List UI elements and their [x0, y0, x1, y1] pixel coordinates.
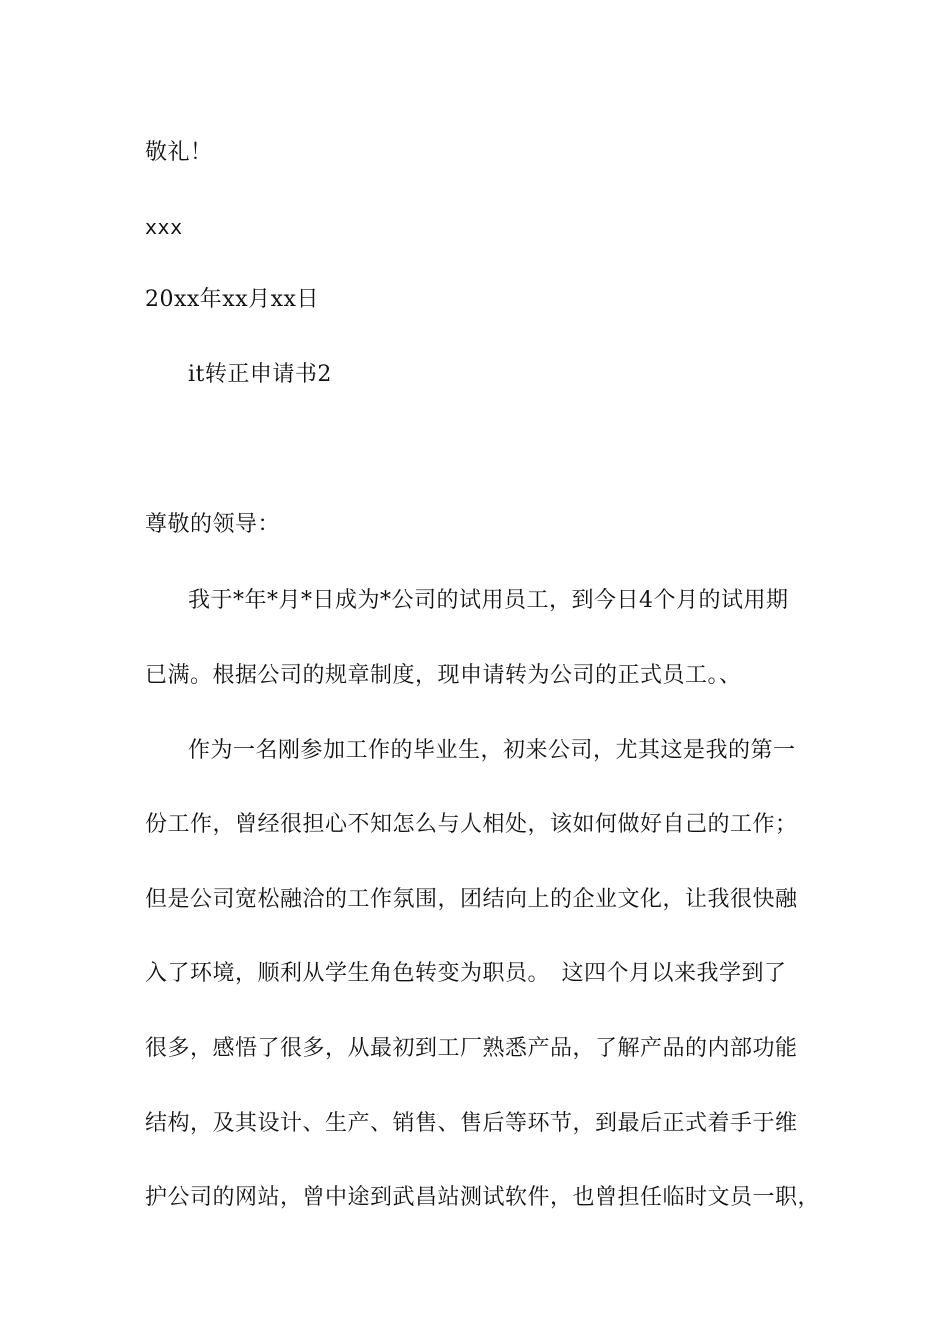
paragraph-line: 我于*年*月*日成为*公司的试用员工，到今日4个月的试用期: [188, 588, 789, 613]
document-title: it转正申请书2: [188, 362, 332, 387]
paragraph-line: 但是公司宽松融洽的工作氛围，团结向上的企业文化，让我很快融: [145, 887, 798, 912]
paragraph-line: 份工作，曾经很担心不知怎么与人相处，该如何做好自己的工作；: [145, 812, 798, 837]
paragraph-line: 入了环境，顺利从学生角色转变为职员。 这四个月以来我学到了: [145, 961, 787, 986]
paragraph-line: 很多，感悟了很多，从最初到工厂熟悉产品，了解产品的内部功能: [145, 1036, 798, 1061]
paragraph-line: 护公司的网站，曾中途到武昌站测试软件，也曾担任临时文员一职，: [145, 1185, 821, 1210]
paragraph-line: 结构，及其设计、生产、销售、售后等环节，到最后正式着手于维: [145, 1111, 798, 1136]
signature-date: 20xx年xx月xx日: [145, 287, 319, 312]
paragraph-line: 已满。根据公司的规章制度，现申请转为公司的正式员工。、: [145, 663, 742, 688]
closing-salute: 敬礼！: [145, 140, 213, 165]
letter-greeting: 尊敬的领导：: [145, 512, 281, 537]
paragraph-line: 作为一名刚参加工作的毕业生，初来公司，尤其这是我的第一: [188, 738, 796, 763]
signature-name: xxx: [145, 215, 183, 239]
